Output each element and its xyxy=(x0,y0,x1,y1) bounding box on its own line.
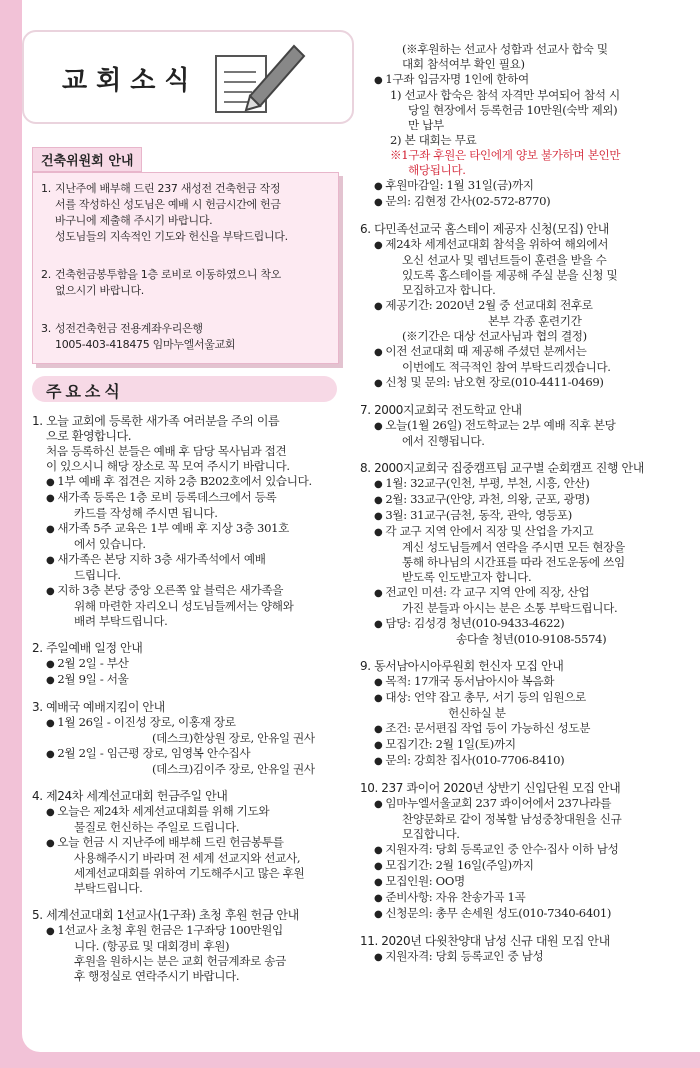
news-item xyxy=(360,934,670,965)
news-item-title: 10. 237 콰이어 2020년 상반기 신입단원 모집 안내 xyxy=(360,781,621,795)
news-line: 처음 등록하신 분들은 예배 후 담당 목사님과 접견 xyxy=(46,444,287,458)
news-line: ● 오늘(1월 26일) 전도학교는 2부 예배 직후 본당 xyxy=(360,418,670,434)
news-line: ● 지하 3층 본당 중앙 오른쪽 앞 블럭은 새가족을 xyxy=(32,583,342,599)
news-line: 모집합니다. xyxy=(402,827,460,841)
news-line: ● 모집기간: 2월 16일(주일)까지 xyxy=(360,858,670,874)
news-line: 대회 참석여부 확인 필요) xyxy=(402,57,525,71)
news-line: ● 문의: 김현정 간사(02-572-8770) xyxy=(360,194,670,210)
news-item xyxy=(360,659,670,769)
news-line: ● 이전 선교대회 때 제공해 주셨던 분께서는 xyxy=(360,344,670,360)
news-line: ● 후원마감일: 1월 31일(금)까지 xyxy=(360,178,670,194)
main-news-title: 주요소식 xyxy=(32,376,337,402)
committee-item: 3. 성전건축헌금 전용계좌우리은행 1005-403-418475 임마누엘서울교회 xyxy=(41,321,333,353)
news-line: (※후원하는 선교사 성함과 선교사 합숙 및 xyxy=(402,42,608,56)
news-line: ● 2월 9일 - 서울 xyxy=(32,672,342,688)
news-line: 후 행정실로 연락주시기 바랍니다. xyxy=(74,969,240,983)
text-line: 건축헌금봉투함을 1층 로비로 이동하였으니 착오 xyxy=(55,268,282,281)
news-line: 해당됩니다. xyxy=(408,163,466,177)
news-item-title-cont: 으로 환영합니다. xyxy=(46,429,132,443)
news-line: ● 임마누엘서울교회 237 콰이어에서 237나라를 xyxy=(360,796,670,812)
news-line: ● 오늘은 제24차 세계선교대회를 위해 기도와 xyxy=(32,804,342,820)
text-line: 바구니에 제출해 주시기 바랍니다. xyxy=(55,214,213,227)
news-line: 모집하고자 합니다. xyxy=(402,283,496,297)
news-line: ● 모집기간: 2월 1일(토)까지 xyxy=(360,737,670,753)
news-line: ● 1구좌 입금자명 1인에 한하여 xyxy=(360,72,670,88)
page-title: 교회소식 xyxy=(62,66,199,96)
text-line: 성전건축헌금 전용계좌우리은행 xyxy=(55,322,203,335)
news-line: ● 신청문의: 총무 손세원 성도(010-7340-6401) xyxy=(360,906,670,922)
news-line: ● 오늘 헌금 시 지난주에 배부해 드린 헌금봉투를 xyxy=(32,835,342,851)
news-line: 오신 선교사 및 렘넌트들이 훈련을 받을 수 xyxy=(402,253,607,267)
news-line: 본부 각종 훈련기간 xyxy=(488,314,582,328)
news-line: ● 1부 예배 후 접견은 지하 2층 B202호에서 있습니다. xyxy=(32,474,342,490)
news-line: ● 대상: 언약 잡고 총무, 서기 등의 임원으로 xyxy=(360,690,670,706)
news-item xyxy=(360,461,670,647)
text-line: 성도님들의 지속적인 기도와 헌신을 부탁드립니다. xyxy=(55,230,288,243)
news-line: 니다. (항공료 및 대회경비 후원) xyxy=(74,939,230,953)
news-item-title: 3. 예배국 예배지킴이 안내 xyxy=(32,700,165,714)
news-line: 2) 본 대회는 무료 xyxy=(390,133,477,147)
news-line: ● 모집인원: OO명 xyxy=(360,874,670,890)
news-line: 만 납부 xyxy=(408,118,444,132)
news-line: ● 1월: 32교구(인천, 부평, 부천, 시흥, 안산) xyxy=(360,476,670,492)
news-line: (※기간은 대상 선교사님과 협의 결정) xyxy=(402,329,587,343)
news-line: 당일 현장에서 등록헌금 10만원(숙박 제외) xyxy=(408,103,618,117)
news-line: ● 전교인 미션: 각 교구 지역 안에 직장, 산업 xyxy=(360,585,670,601)
news-line: 드립니다. xyxy=(74,568,121,582)
news-item-title: 6. 다민족선교국 홈스테이 제공자 신청(모집) 안내 xyxy=(360,222,609,236)
news-item-title: 4. 제24차 세계선교대회 헌금주일 안내 xyxy=(32,789,228,803)
news-line: ● 2월 2일 - 부산 xyxy=(32,656,342,672)
news-line: ● 각 교구 지역 안에서 직장 및 산업을 가지고 xyxy=(360,524,670,540)
news-line: ● 담당: 김성경 청년(010-9433-4622) xyxy=(360,616,670,632)
header-box xyxy=(22,30,354,124)
news-line: ● 제공기간: 2020년 2월 중 선교대회 전후로 xyxy=(360,298,670,314)
news-line: 1) 선교사 합숙은 참석 자격만 부여되어 참석 시 xyxy=(390,88,620,102)
news-item-title: 5. 세계선교대회 1선교사(1구좌) 초청 후원 헌금 안내 xyxy=(32,908,299,922)
news-line: ● 목적: 17개국 동서남아시아 복음화 xyxy=(360,674,670,690)
news-item xyxy=(360,781,670,922)
news-line: ● 1선교사 초청 후원 헌금은 1구좌당 100만원입 xyxy=(32,923,342,939)
news-line: 이번에도 적극적인 참여 부탁드리겠습니다. xyxy=(402,360,611,374)
news-line: ● 2월: 33교구(안양, 과천, 의왕, 군포, 광명) xyxy=(360,492,670,508)
news-item-title: 7. 2000지교회국 전도학교 안내 xyxy=(360,403,522,417)
right-column xyxy=(360,42,670,977)
news-line: 받도록 인도받고자 합니다. xyxy=(402,570,532,584)
news-line: 계신 성도님들께서 연락을 주시면 모든 현장을 xyxy=(402,540,625,554)
news-item xyxy=(360,403,670,449)
news-line: ● 지원자격: 당회 등록교인 중 안수·집사 이하 남성 xyxy=(360,842,670,858)
news-line: ※1구좌 후원은 타인에게 양보 불가하며 본인만 xyxy=(390,148,621,162)
news-line: (데스크)김이주 장로, 안유일 권사 xyxy=(152,762,315,776)
news-line: ● 준비사항: 자유 찬송가곡 1곡 xyxy=(360,890,670,906)
news-line: 위해 마련한 자리오니 성도님들께서는 양해와 xyxy=(74,599,294,613)
news-line: 있도록 홈스테이를 제공해 주실 분을 신청 및 xyxy=(402,268,618,282)
news-line: ● 1월 26일 - 이진성 장로, 이홍재 장로 xyxy=(32,715,342,731)
news-line: 가진 분들과 아시는 분은 소통 부탁드립니다. xyxy=(402,601,618,615)
news-line: 물질로 헌신하는 주일로 드립니다. xyxy=(74,820,240,834)
news-line: ● 새가족 등록은 1층 로비 등록데스크에서 등록 xyxy=(32,490,342,506)
committee-title: 건축위원회 안내 xyxy=(32,147,142,172)
news-line: 부탁드립니다. xyxy=(74,881,143,895)
news-line: 이 있으시니 해당 장소로 꼭 모여 주시기 바랍니다. xyxy=(46,459,290,473)
news-line: ● 새가족은 본당 지하 3층 새가족석에서 예배 xyxy=(32,552,342,568)
news-item-title: 2. 주일예배 일정 안내 xyxy=(32,641,143,655)
news-line: 카드를 작성해 주시면 됩니다. xyxy=(74,506,218,520)
news-line: 세계선교대회를 위하여 기도해주시고 많은 후원 xyxy=(74,866,305,880)
pencil-memo-icon xyxy=(212,38,312,122)
news-line: 통해 하나님의 시간표를 따라 전도운동에 쓰임 xyxy=(402,555,625,569)
left-column xyxy=(32,414,342,996)
news-line: ● 새가족 5주 교육은 1부 예배 후 지상 3층 301호 xyxy=(32,521,342,537)
text-line: 없으시기 바랍니다. xyxy=(55,284,145,297)
committee-item: 1. 지난주에 배부해 드린 237 새성전 건축헌금 작정 서를 작성하신 성도님은 예배 시 헌금시간에 헌금 바구니에 제출해 주시기 바랍니다. 성도님들의 지속적인 기도와 헌신을 부탁드립니다. xyxy=(41,181,333,245)
news-line: ● 제24차 세계선교대회 참석을 위하여 해외에서 xyxy=(360,237,670,253)
news-line: ● 신청 및 문의: 남오현 장로(010-4411-0469) xyxy=(360,375,670,391)
news-line: ● 지원자격: 당회 등록교인 중 남성 xyxy=(360,949,670,965)
committee-item: 2. 건축헌금봉투함을 1층 로비로 이동하였으니 착오 없으시기 바랍니다. xyxy=(41,267,333,299)
news-line: (데스크)한상원 장로, 안유일 권사 xyxy=(152,731,315,745)
text-line: 서를 작성하신 성도님은 예배 시 헌금시간에 헌금 xyxy=(55,198,281,211)
news-line: ● 문의: 강희찬 집사(010-7706-8410) xyxy=(360,753,670,769)
news-line: ● 2월 2일 - 임근평 장로, 임영복 안수집사 xyxy=(32,746,342,762)
news-item xyxy=(360,222,670,391)
news-item xyxy=(32,908,342,984)
news-line: 에서 있습니다. xyxy=(74,537,146,551)
news-item xyxy=(32,789,342,896)
news-line: 찬양문화로 같이 정복할 남성중창대원을 신규 xyxy=(402,812,622,826)
news-line: 헌신하실 분 xyxy=(448,706,506,720)
news-item-title: 9. 동서남아시아루원회 헌신자 모집 안내 xyxy=(360,659,564,673)
committee-box xyxy=(32,172,339,364)
text-line: 1005-403-418475 임마누엘서울교회 xyxy=(55,338,236,351)
news-item-title: 11. 2020년 다윗찬양대 남성 신규 대원 모집 안내 xyxy=(360,934,610,948)
news-item-title: 8. 2000지교회국 집중캠프팀 교구별 순회캠프 진행 안내 xyxy=(360,461,644,475)
news-line: 송다솔 청년(010-9108-5574) xyxy=(456,632,607,646)
news-line: 사용해주시기 바라며 전 세계 선교지와 선교사, xyxy=(74,851,301,865)
news-line: 에서 진행됩니다. xyxy=(402,434,485,448)
news-item xyxy=(32,641,342,688)
news-line: 후원을 원하시는 분은 교회 헌금계좌로 송금 xyxy=(74,954,286,968)
news-item-title: 1. 오늘 교회에 등록한 새가족 여러분을 주의 이름 xyxy=(32,414,280,428)
news-line: ● 3월: 31교구(금천, 동작, 관악, 영등포) xyxy=(360,508,670,524)
text-line: 지난주에 배부해 드린 237 새성전 건축헌금 작정 xyxy=(55,182,281,195)
news-item xyxy=(32,414,342,629)
news-line: 배려 부탁드립니다. xyxy=(74,614,168,628)
news-item xyxy=(32,700,342,777)
news-item xyxy=(360,42,670,210)
news-line: ● 조건: 문서편집 작업 등이 가능하신 성도분 xyxy=(360,721,670,737)
